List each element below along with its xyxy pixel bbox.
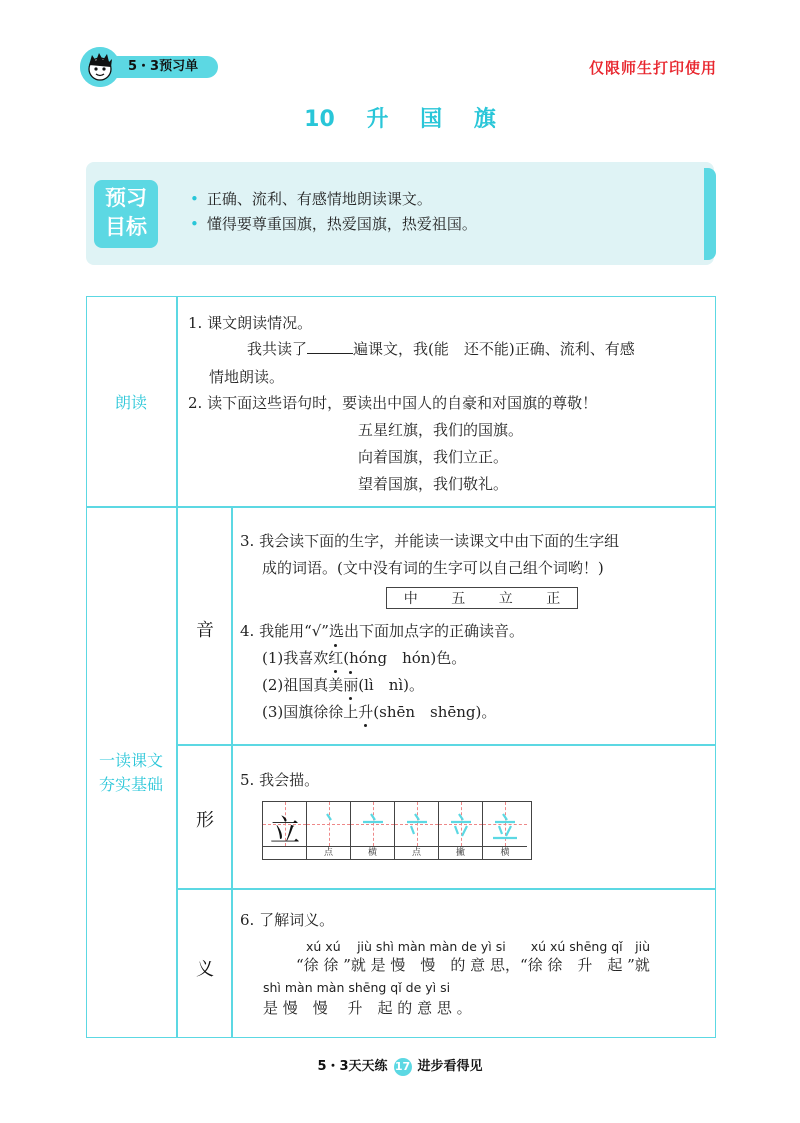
stroke-caption bbox=[263, 846, 307, 860]
lesson-title bbox=[0, 102, 800, 133]
grid-cell bbox=[263, 802, 307, 849]
subsection-shape: 形 bbox=[196, 810, 214, 831]
q4-title: 4. 我能用“√”选出下面加点字的正确读音。 bbox=[240, 622, 524, 640]
footer-right: 进步看得见 bbox=[417, 1059, 483, 1074]
q6-title: 6. 了解词义。 bbox=[240, 911, 335, 929]
q4-item-prefix: (3)国旗徐徐上 bbox=[262, 703, 359, 721]
pinyin-choices[interactable]: (shēn shēng)。 bbox=[373, 703, 497, 721]
tracing-grid[interactable] bbox=[262, 801, 532, 860]
grid-cell-stroke-1[interactable] bbox=[307, 802, 351, 846]
q6-line-1: “徐 徐 ”就 是 慢 慢 的 意 思，“徐 徐 升 起 ”就 bbox=[296, 956, 650, 974]
new-char: 正 bbox=[546, 591, 561, 607]
q2-title: 2. 读下面这些语句时，要读出中国人的自豪和对国旗的尊敬！ bbox=[188, 394, 598, 412]
divider bbox=[176, 296, 178, 1038]
q1-title: 1. 课文朗读情况。 bbox=[188, 314, 313, 332]
answer-blank[interactable] bbox=[307, 339, 353, 354]
grid-cell-stroke-5[interactable] bbox=[483, 802, 527, 846]
grid-cell-stroke-4[interactable] bbox=[439, 802, 483, 846]
title-char-3: 旗 bbox=[473, 107, 496, 132]
dotted-char: 升 bbox=[358, 703, 374, 721]
pinyin-choices[interactable]: (lì nì)。 bbox=[358, 676, 425, 694]
preview-goals-box bbox=[86, 162, 714, 265]
study-label-line-2: 夯实基础 bbox=[98, 775, 163, 794]
page-number: 17 bbox=[394, 1058, 412, 1076]
new-char: 五 bbox=[451, 591, 466, 607]
stroke-caption: 横 bbox=[483, 846, 527, 860]
goal-item: • 正确、流利、有感情地朗读课文。 bbox=[204, 187, 477, 212]
print-notice: 仅限师生打印使用 bbox=[588, 59, 717, 77]
divider bbox=[176, 888, 716, 890]
q1-line-1 bbox=[247, 338, 635, 359]
goals-badge bbox=[94, 180, 158, 248]
grid-cell-stroke-2[interactable] bbox=[351, 802, 395, 846]
study-label-line-1: 一读课文 bbox=[98, 751, 163, 770]
q1-line-2: 情地朗读。 bbox=[209, 368, 285, 386]
section-label-read: 朗读 bbox=[114, 393, 147, 412]
stroke-caption: 点 bbox=[395, 846, 439, 860]
stroke-caption: 撇 bbox=[439, 846, 483, 860]
page-footer bbox=[0, 1055, 800, 1076]
q2-line: 向着国旗，我们立正。 bbox=[358, 448, 509, 466]
q6-pinyin-2: shì màn màn shēng qǐ de yì si bbox=[263, 980, 451, 995]
divider bbox=[86, 506, 716, 508]
dotted-char: 丽 bbox=[343, 676, 359, 694]
stroke-caption: 点 bbox=[307, 846, 351, 860]
new-char: 中 bbox=[403, 591, 418, 607]
lesson-number: 10 bbox=[304, 107, 335, 132]
divider bbox=[231, 506, 233, 1038]
q6-pinyin-1: xú xú jiù shì màn màn de yì si xú xú shēng qǐ jiù bbox=[306, 939, 651, 954]
q1-text-a: 我共读了 bbox=[247, 340, 308, 358]
stroke-caption: 横 bbox=[351, 846, 395, 860]
subsection-sound: 音 bbox=[196, 620, 214, 641]
q4-item-2 bbox=[262, 674, 424, 695]
q2-line: 五星红旗，我们的国旗。 bbox=[358, 421, 524, 439]
q3-line-1: 3. 我会读下面的生字，并能读一读课文中由下面的生字组 bbox=[240, 532, 620, 550]
q2-line: 望着国旗，我们敬礼。 bbox=[358, 475, 509, 493]
q4-item-prefix: (1)我喜欢 bbox=[262, 649, 329, 667]
goals-accent-bar bbox=[704, 168, 716, 260]
title-char-2: 国 bbox=[420, 107, 443, 132]
cartoon-avatar-icon bbox=[80, 47, 120, 87]
divider bbox=[176, 744, 716, 746]
goals-badge-line-1: 预习 bbox=[105, 186, 147, 210]
goals-list bbox=[190, 187, 477, 237]
q1-text-b: 遍课文，我(能 还不能)正确、流利、有感 bbox=[353, 340, 635, 358]
q4-item-3 bbox=[262, 701, 496, 722]
new-characters-box bbox=[386, 587, 578, 609]
series-pill: 5・3预习单 bbox=[106, 56, 218, 78]
pinyin-choices[interactable]: (hóng hón)色。 bbox=[343, 649, 467, 667]
section-label-study bbox=[86, 749, 176, 797]
q5-title: 5. 我会描。 bbox=[240, 771, 320, 789]
title-char-1: 升 bbox=[366, 107, 389, 132]
q4-item-prefix: (2)祖国真美 bbox=[262, 676, 344, 694]
q6-line-2: 是 慢 慢 升 起 的 意 思 。 bbox=[263, 999, 472, 1017]
model-char: 立 bbox=[270, 814, 300, 849]
dotted-char: 红 bbox=[328, 649, 344, 667]
subsection-meaning: 义 bbox=[196, 959, 214, 980]
grid-cell-stroke-3[interactable] bbox=[395, 802, 439, 846]
footer-left: 5・3天天练 bbox=[317, 1059, 388, 1074]
goals-badge-line-2: 目标 bbox=[105, 215, 147, 239]
goal-item: • 懂得要尊重国旗，热爱国旗，热爱祖国。 bbox=[204, 212, 477, 237]
q3-line-2: 成的词语。(文中没有词的生字可以自己组个词哟！) bbox=[262, 559, 604, 577]
q4-item-1 bbox=[262, 647, 466, 668]
new-char: 立 bbox=[498, 591, 513, 607]
